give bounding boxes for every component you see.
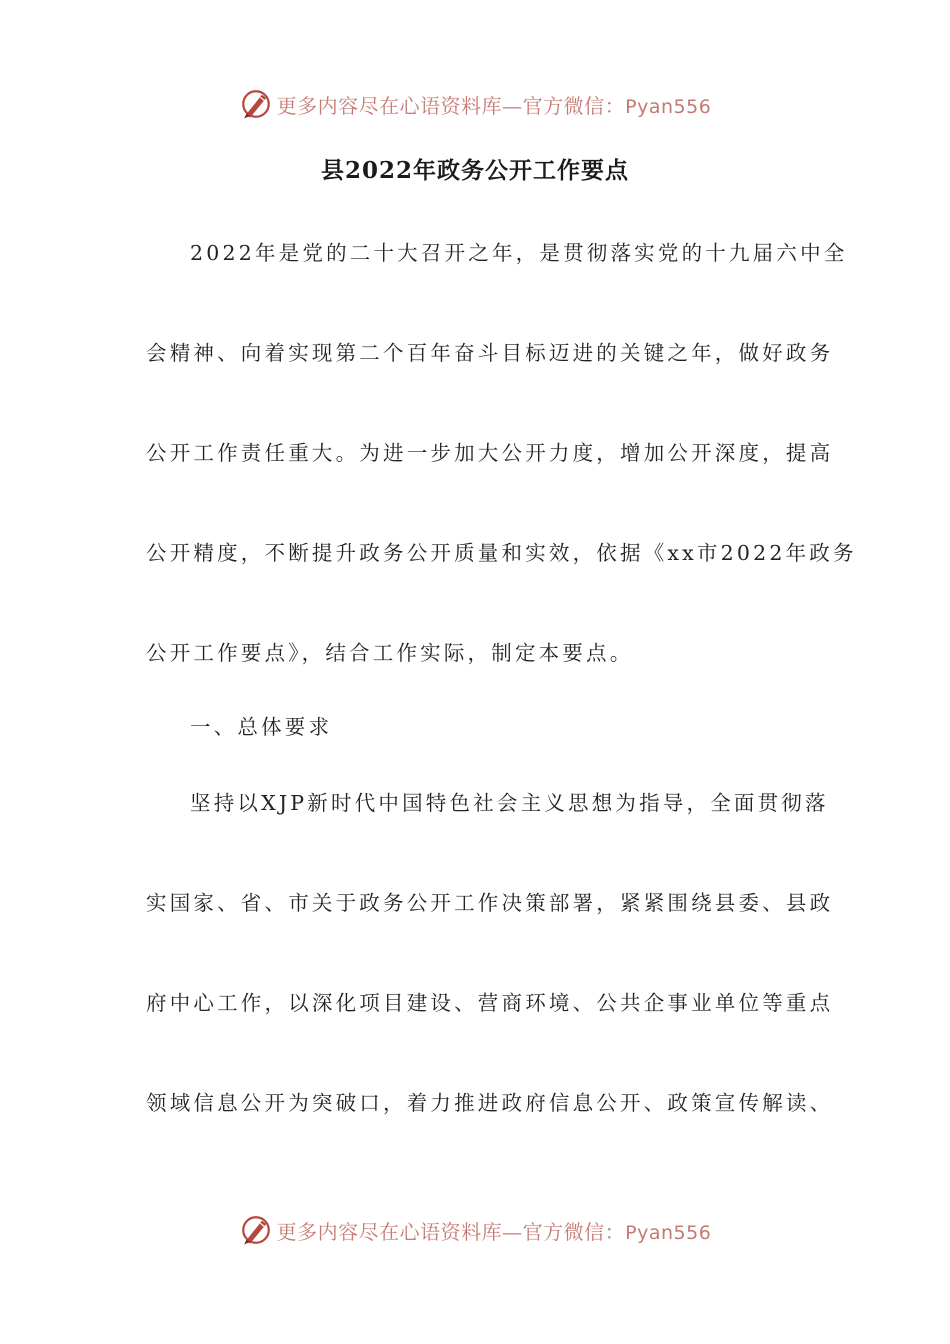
paragraph-line: 公开工作要点》，结合工作实际，制定本要点。 bbox=[146, 641, 634, 665]
pen-logo-icon bbox=[239, 87, 273, 121]
pen-logo-icon bbox=[239, 1213, 273, 1247]
watermark-text: 更多内容尽在心语资料库—官方微信：Pyan556 bbox=[276, 1219, 712, 1244]
wechat-id: Pyan556 bbox=[625, 1221, 712, 1244]
paragraph-line: 领域信息公开为突破口，着力推进政府信息公开、政策宣传解读、 bbox=[146, 1091, 834, 1115]
watermark-text: 更多内容尽在心语资料库—官方微信：Pyan556 bbox=[276, 93, 712, 118]
paragraph-line: 2022年是党的二十大召开之年，是贯彻落实党的十九届六中全 bbox=[190, 241, 848, 265]
paragraph-line: 坚持以XJP新时代中国特色社会主义思想为指导，全面贯彻落 bbox=[190, 791, 829, 815]
paragraph-line: 府中心工作，以深化项目建设、营商环境、公共企事业单位等重点 bbox=[146, 991, 834, 1015]
paragraph-line: 实国家、省、市关于政务公开工作决策部署，紧紧围绕县委、县政 bbox=[146, 891, 834, 915]
paragraph-line: 会精神、向着实现第二个百年奋斗目标迈进的关键之年，做好政务 bbox=[146, 341, 834, 365]
document-title: 县2022年政务公开工作要点 bbox=[320, 157, 629, 184]
header-watermark-banner bbox=[0, 84, 950, 124]
section-heading: 一、总体要求 bbox=[190, 715, 333, 739]
wechat-id: Pyan556 bbox=[625, 95, 712, 118]
footer-watermark-banner bbox=[0, 1210, 950, 1250]
paragraph-line: 公开精度，不断提升政务公开质量和实效，依据《xx市2022年政务 bbox=[146, 541, 857, 565]
paragraph-line: 公开工作责任重大。为进一步加大公开力度，增加公开深度，提高 bbox=[146, 441, 834, 465]
